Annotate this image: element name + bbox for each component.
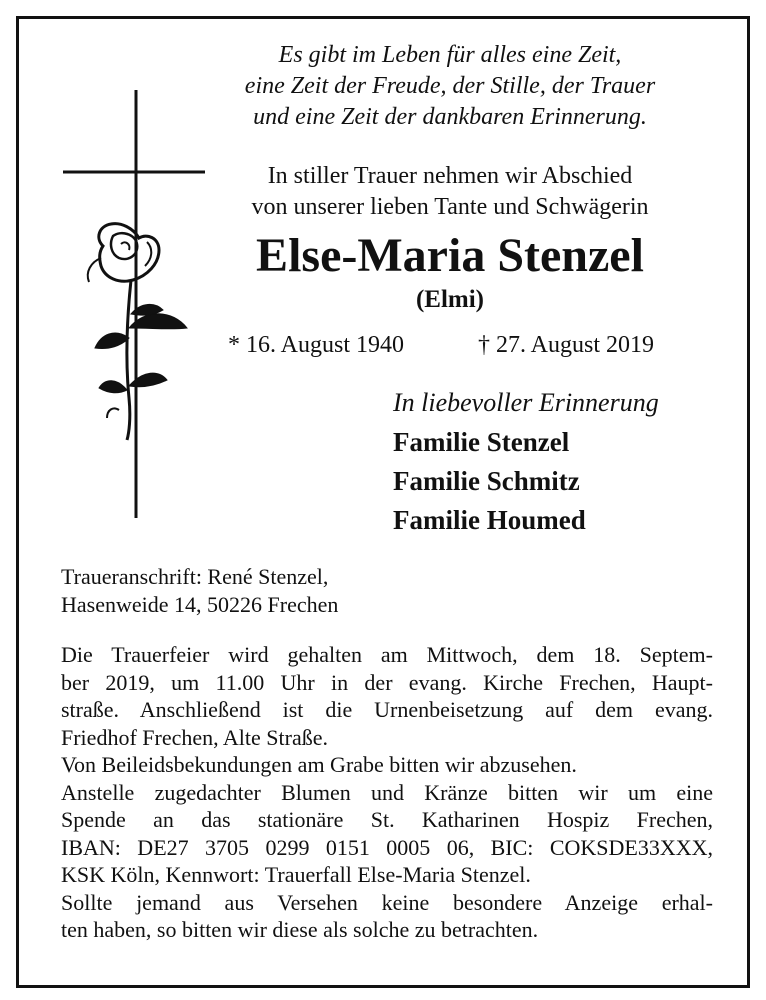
body-line: ten haben, so bitten wir diese als solche zu betrachten. bbox=[61, 917, 539, 942]
memory-heading: In liebevoller Erinnerung bbox=[393, 388, 659, 417]
intro-line: von unserer lieben Tante und Schwägerin bbox=[251, 194, 649, 220]
body-line: Sollte jemand aus Versehen keine besondere Anzeige erhal- bbox=[61, 889, 713, 915]
body-line: Von Beileidsbekundungen am Grabe bitten wir abzusehen. bbox=[61, 752, 577, 777]
body-line: Friedhof Frechen, Alte Straße. bbox=[61, 724, 328, 750]
body-line: Die Trauerfeier wird gehalten am Mittwoch, dem 18. Septem- bbox=[61, 642, 713, 667]
family-list bbox=[393, 423, 586, 540]
family-name: Familie Stenzel bbox=[393, 427, 570, 457]
body-line: IBAN: DE27 3705 0299 0151 0005 06, BIC: COKSDE33XXX, bbox=[61, 834, 713, 860]
body-line: Spende an das stationäre St. Katharinen Hospiz Frechen, bbox=[61, 807, 713, 832]
death-date: † 27. August 2019 bbox=[478, 332, 655, 358]
family-name: Familie Houmed bbox=[393, 505, 586, 535]
birth-date: * 16. August 1940 bbox=[228, 332, 405, 358]
mourning-address bbox=[61, 563, 338, 619]
poem-line: und eine Zeit der dankbaren Erinnerung. bbox=[253, 104, 647, 130]
poem-line: Es gibt im Leben für alles eine Zeit, bbox=[278, 42, 622, 68]
intro-line: In stiller Trauer nehmen wir Abschied bbox=[267, 163, 633, 189]
body-line: ber 2019, um 11.00 Uhr in der evang. Kirche Frechen, Haupt- bbox=[61, 669, 713, 695]
funeral-details bbox=[61, 641, 713, 944]
deceased-nickname: (Elmi) bbox=[415, 286, 485, 313]
family-name: Familie Schmitz bbox=[393, 466, 580, 496]
body-line: KSK Köln, Kennwort: Trauerfall Else-Maria Stenzel. bbox=[61, 862, 531, 887]
body-line: straße. Anschließend ist die Urnenbeisetzung auf dem evang. bbox=[61, 697, 713, 722]
cross-rose-icon bbox=[55, 88, 205, 520]
poem bbox=[190, 40, 710, 133]
poem-line: eine Zeit der Freude, der Stille, der Trauer bbox=[244, 73, 656, 99]
deceased-name: Else-Maria Stenzel bbox=[256, 229, 644, 282]
body-line: Anstelle zugedachter Blumen und Kränze bitten wir um eine bbox=[61, 779, 713, 805]
address-line: Hasenweide 14, 50226 Frechen bbox=[61, 592, 339, 617]
intro-text bbox=[195, 161, 705, 223]
address-line: Traueranschrift: René Stenzel, bbox=[61, 564, 329, 589]
